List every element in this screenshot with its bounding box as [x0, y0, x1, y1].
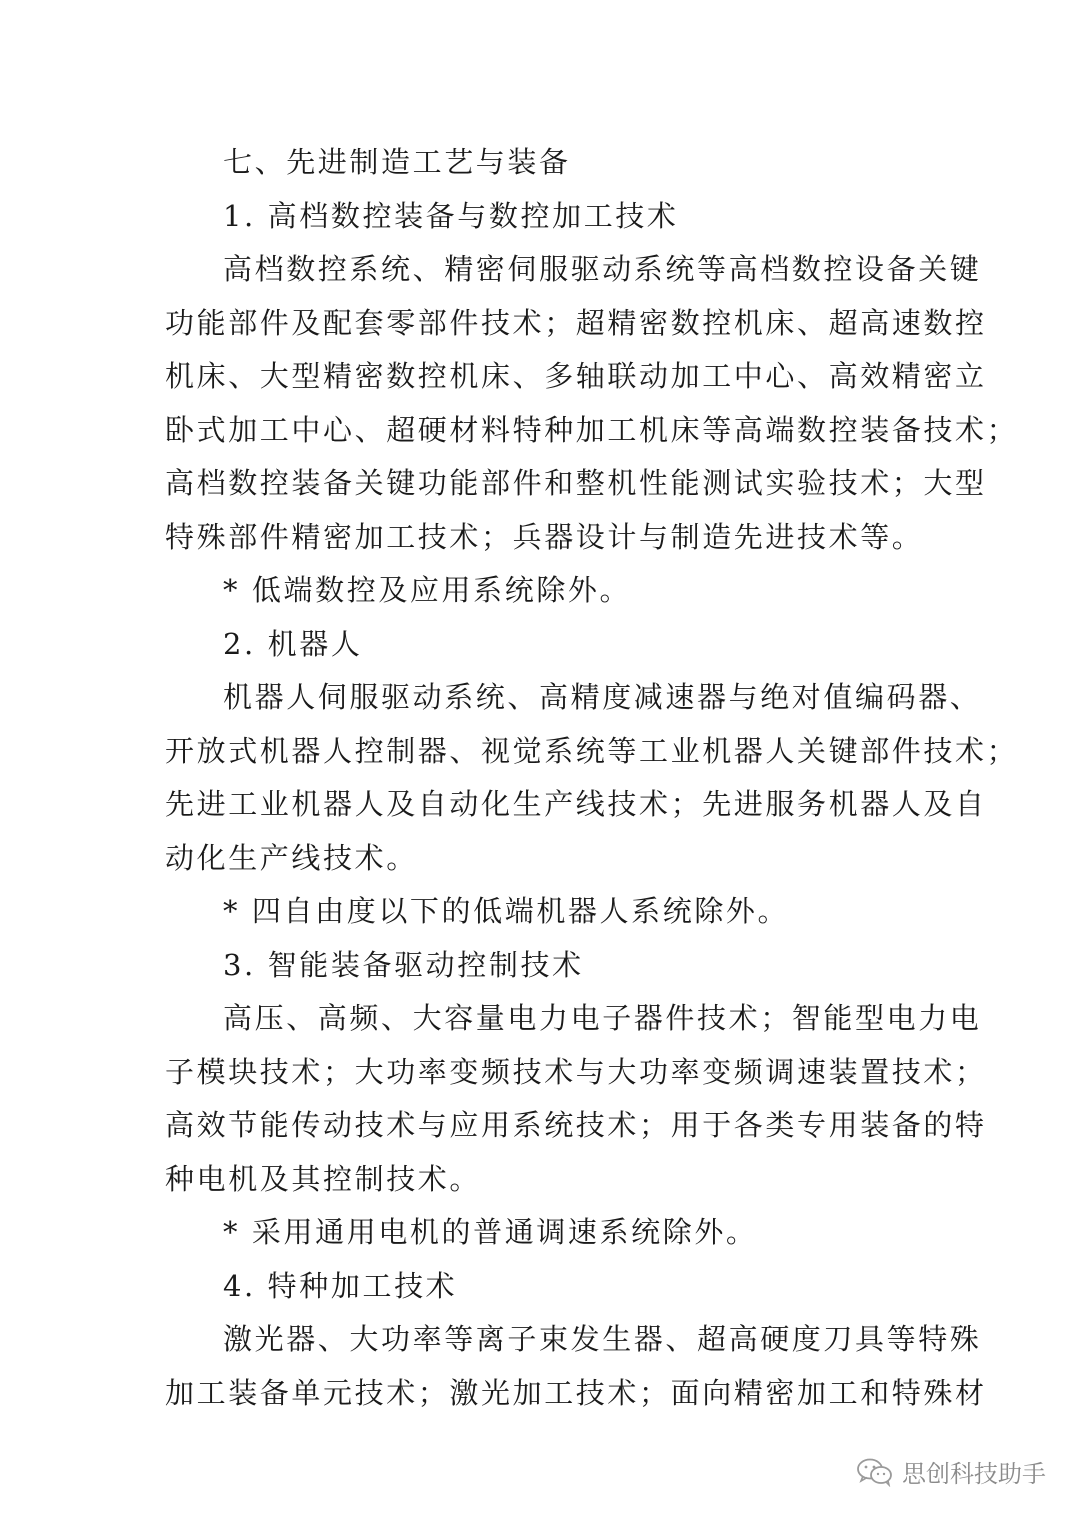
paragraph-line: 功能部件及配套零部件技术；超精密数控机床、超高速数控 — [165, 305, 987, 340]
document-content — [165, 136, 1019, 1420]
paragraph-line: 子模块技术；大功率变频技术与大功率变频调速装置技术； — [165, 1054, 987, 1089]
paragraph-line: 高压、高频、大容量电力电子器件技术；智能型电力电 — [223, 1001, 982, 1035]
exclusion-note: * 低端数控及应用系统除外。 — [223, 573, 632, 607]
paragraph-line: 卧式加工中心、超硬材料特种加工机床等高端数控装备技术； — [165, 412, 1019, 447]
paragraph-line: 机床、大型精密数控机床、多轴联动加工中心、高效精密立 — [165, 359, 987, 393]
paragraph-line: 加工装备单元技术；激光加工技术；面向精密加工和特殊材 — [165, 1375, 987, 1410]
item-heading: 2. 机器人 — [223, 626, 363, 661]
wechat-icon — [856, 1457, 894, 1487]
paragraph-line: 高档数控装备关键功能部件和整机性能测试实验技术；大型 — [165, 466, 987, 500]
paragraph-line: 高档数控系统、精密伺服驱动系统等高档数控设备关键 — [223, 252, 982, 286]
watermark — [856, 1454, 1046, 1489]
paragraph-line: 特殊部件精密加工技术；兵器设计与制造先进技术等。 — [165, 519, 924, 554]
item-heading: 4. 特种加工技术 — [223, 1268, 458, 1303]
exclusion-note: * 四自由度以下的低端机器人系统除外。 — [223, 894, 790, 928]
watermark-text: 思创科技助手 — [902, 1460, 1046, 1488]
item-heading: 3. 智能装备驱动控制技术 — [223, 947, 584, 982]
paragraph-line: 开放式机器人控制器、视觉系统等工业机器人关键部件技术； — [165, 733, 1019, 768]
item-heading: 1. 高档数控装备与数控加工技术 — [223, 198, 679, 233]
paragraph-line: 机器人伺服驱动系统、高精度减速器与绝对值编码器、 — [223, 680, 982, 714]
paragraph-line: 高效节能传动技术与应用系统技术；用于各类专用装备的特 — [165, 1108, 987, 1142]
exclusion-note: * 采用通用电机的普通调速系统除外。 — [223, 1215, 758, 1249]
paragraph-line: 激光器、大功率等离子束发生器、超高硬度刀具等特殊 — [223, 1322, 982, 1356]
section-title: 七、先进制造工艺与装备 — [223, 145, 571, 179]
paragraph-line: 种电机及其控制技术。 — [165, 1161, 482, 1196]
paragraph-line: 动化生产线技术。 — [165, 840, 418, 875]
paragraph-line: 先进工业机器人及自动化生产线技术；先进服务机器人及自 — [165, 787, 987, 821]
